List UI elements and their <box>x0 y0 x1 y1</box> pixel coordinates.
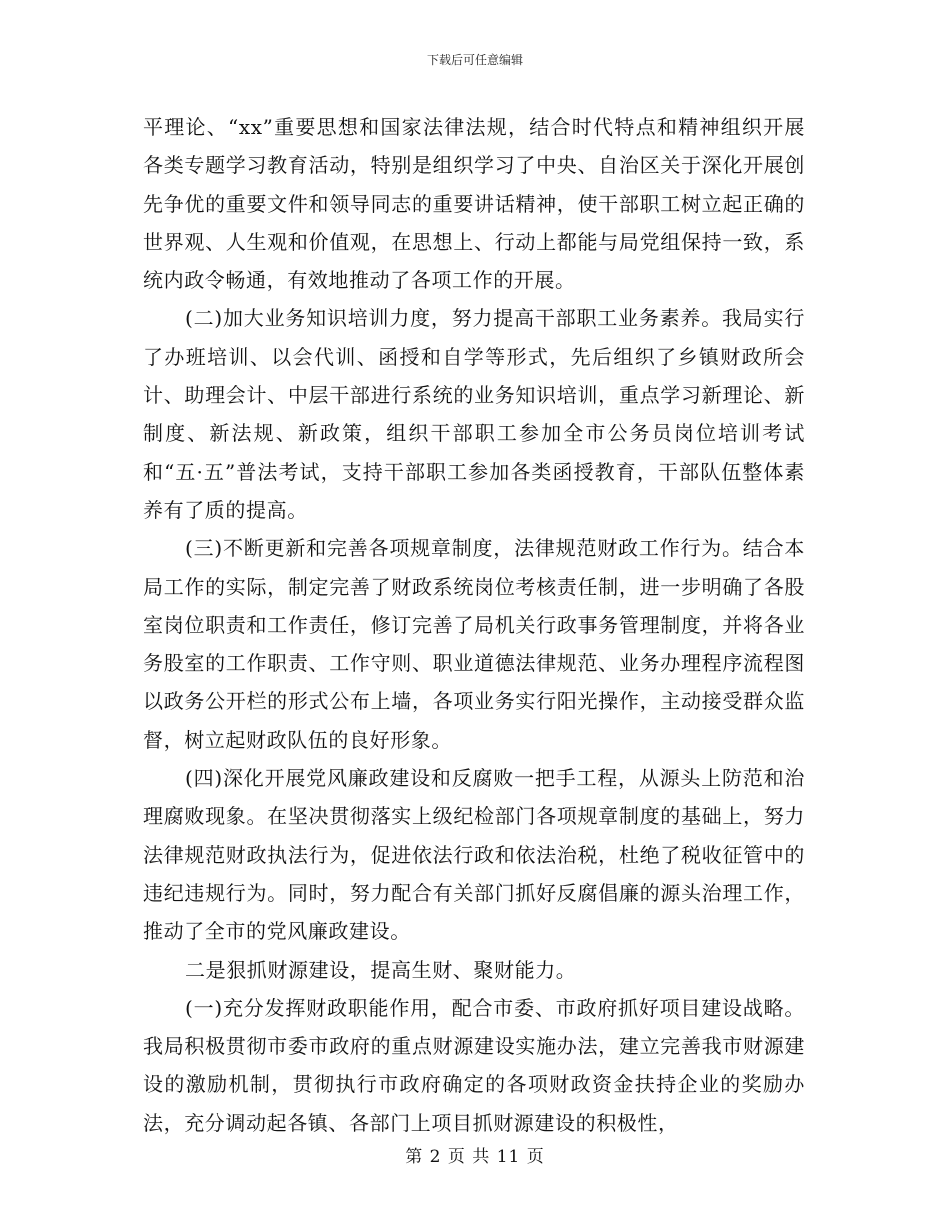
paragraph-training: (二)加大业务知识培训力度，努力提高干部职工业务素养。我局实行了办班培训、以会代训、函授和自学等形式，先后组织了乡镇财政所会计、助理会计、中层干部进行系统的业务知识培训，重点学习新理论、新制度、新法规、新政策，组织干部职工参加全市公务员岗位培训考试和“五·五”普法考试，支持干部职工参加各类函授教育，干部队伍整体素养有了质的提高。 <box>143 306 805 522</box>
page-number: 第 2 页 共 11 页 <box>405 1147 545 1167</box>
paragraph-project-strategy: (一)充分发挥财政职能作用，配合市委、市政府抓好项目建设战略。我局积极贯彻市委市政府的重点财源建设实施办法，建立完善我市财源建设的激励机制，贯彻执行市政府确定的各项财政资金扶持企业的奖励办法，充分调动起各镇、各部门上项目抓财源建设的积极性， <box>143 995 805 1135</box>
paragraph-section-heading: 二是狠抓财源建设，提高生财、聚财能力。 <box>185 957 577 982</box>
page-header-note: 下载后可任意编辑 <box>426 53 523 67</box>
paragraph-continuation: 平理论、“xx”重要思想和国家法律法规，结合时代特点和精神组织开展各类专题学习教育活动，特别是组织学习了中央、自治区关于深化开展创先争优的重要文件和领导同志的重要讲话精神，使干部职工树立起正确的世界观、人生观和价值观，在思想上、行动上都能与局党组保持一致，系统内政令畅通，有效地推动了各项工作的开展。 <box>143 115 805 293</box>
paragraph-anti-corruption: (四)深化开展党风廉政建设和反腐败一把手工程，从源头上防范和治理腐败现象。在坚决贯彻落实上级纪检部门各项规章制度的基础上，努力法律规范财政执法行为，促进依法行政和依法治税，杜绝了税收征管中的违纪违规行为。同时，努力配合有关部门抓好反腐倡廉的源头治理工作，推动了全市的党风廉政建设。 <box>143 766 805 944</box>
document-body <box>143 108 805 1142</box>
paragraph-regulations: (三)不断更新和完善各项规章制度，法律规范财政工作行为。结合本局工作的实际，制定完善了财政系统岗位考核责任制，进一步明确了各股室岗位职责和工作责任，修订完善了局机关行政事务管理制度，并将各业务股室的工作职责、工作守则、职业道德法律规范、业务办理程序流程图以政务公开栏的形式公布上墙，各项业务实行阳光操作，主动接受群众监督，树立起财政队伍的良好形象。 <box>143 536 805 752</box>
